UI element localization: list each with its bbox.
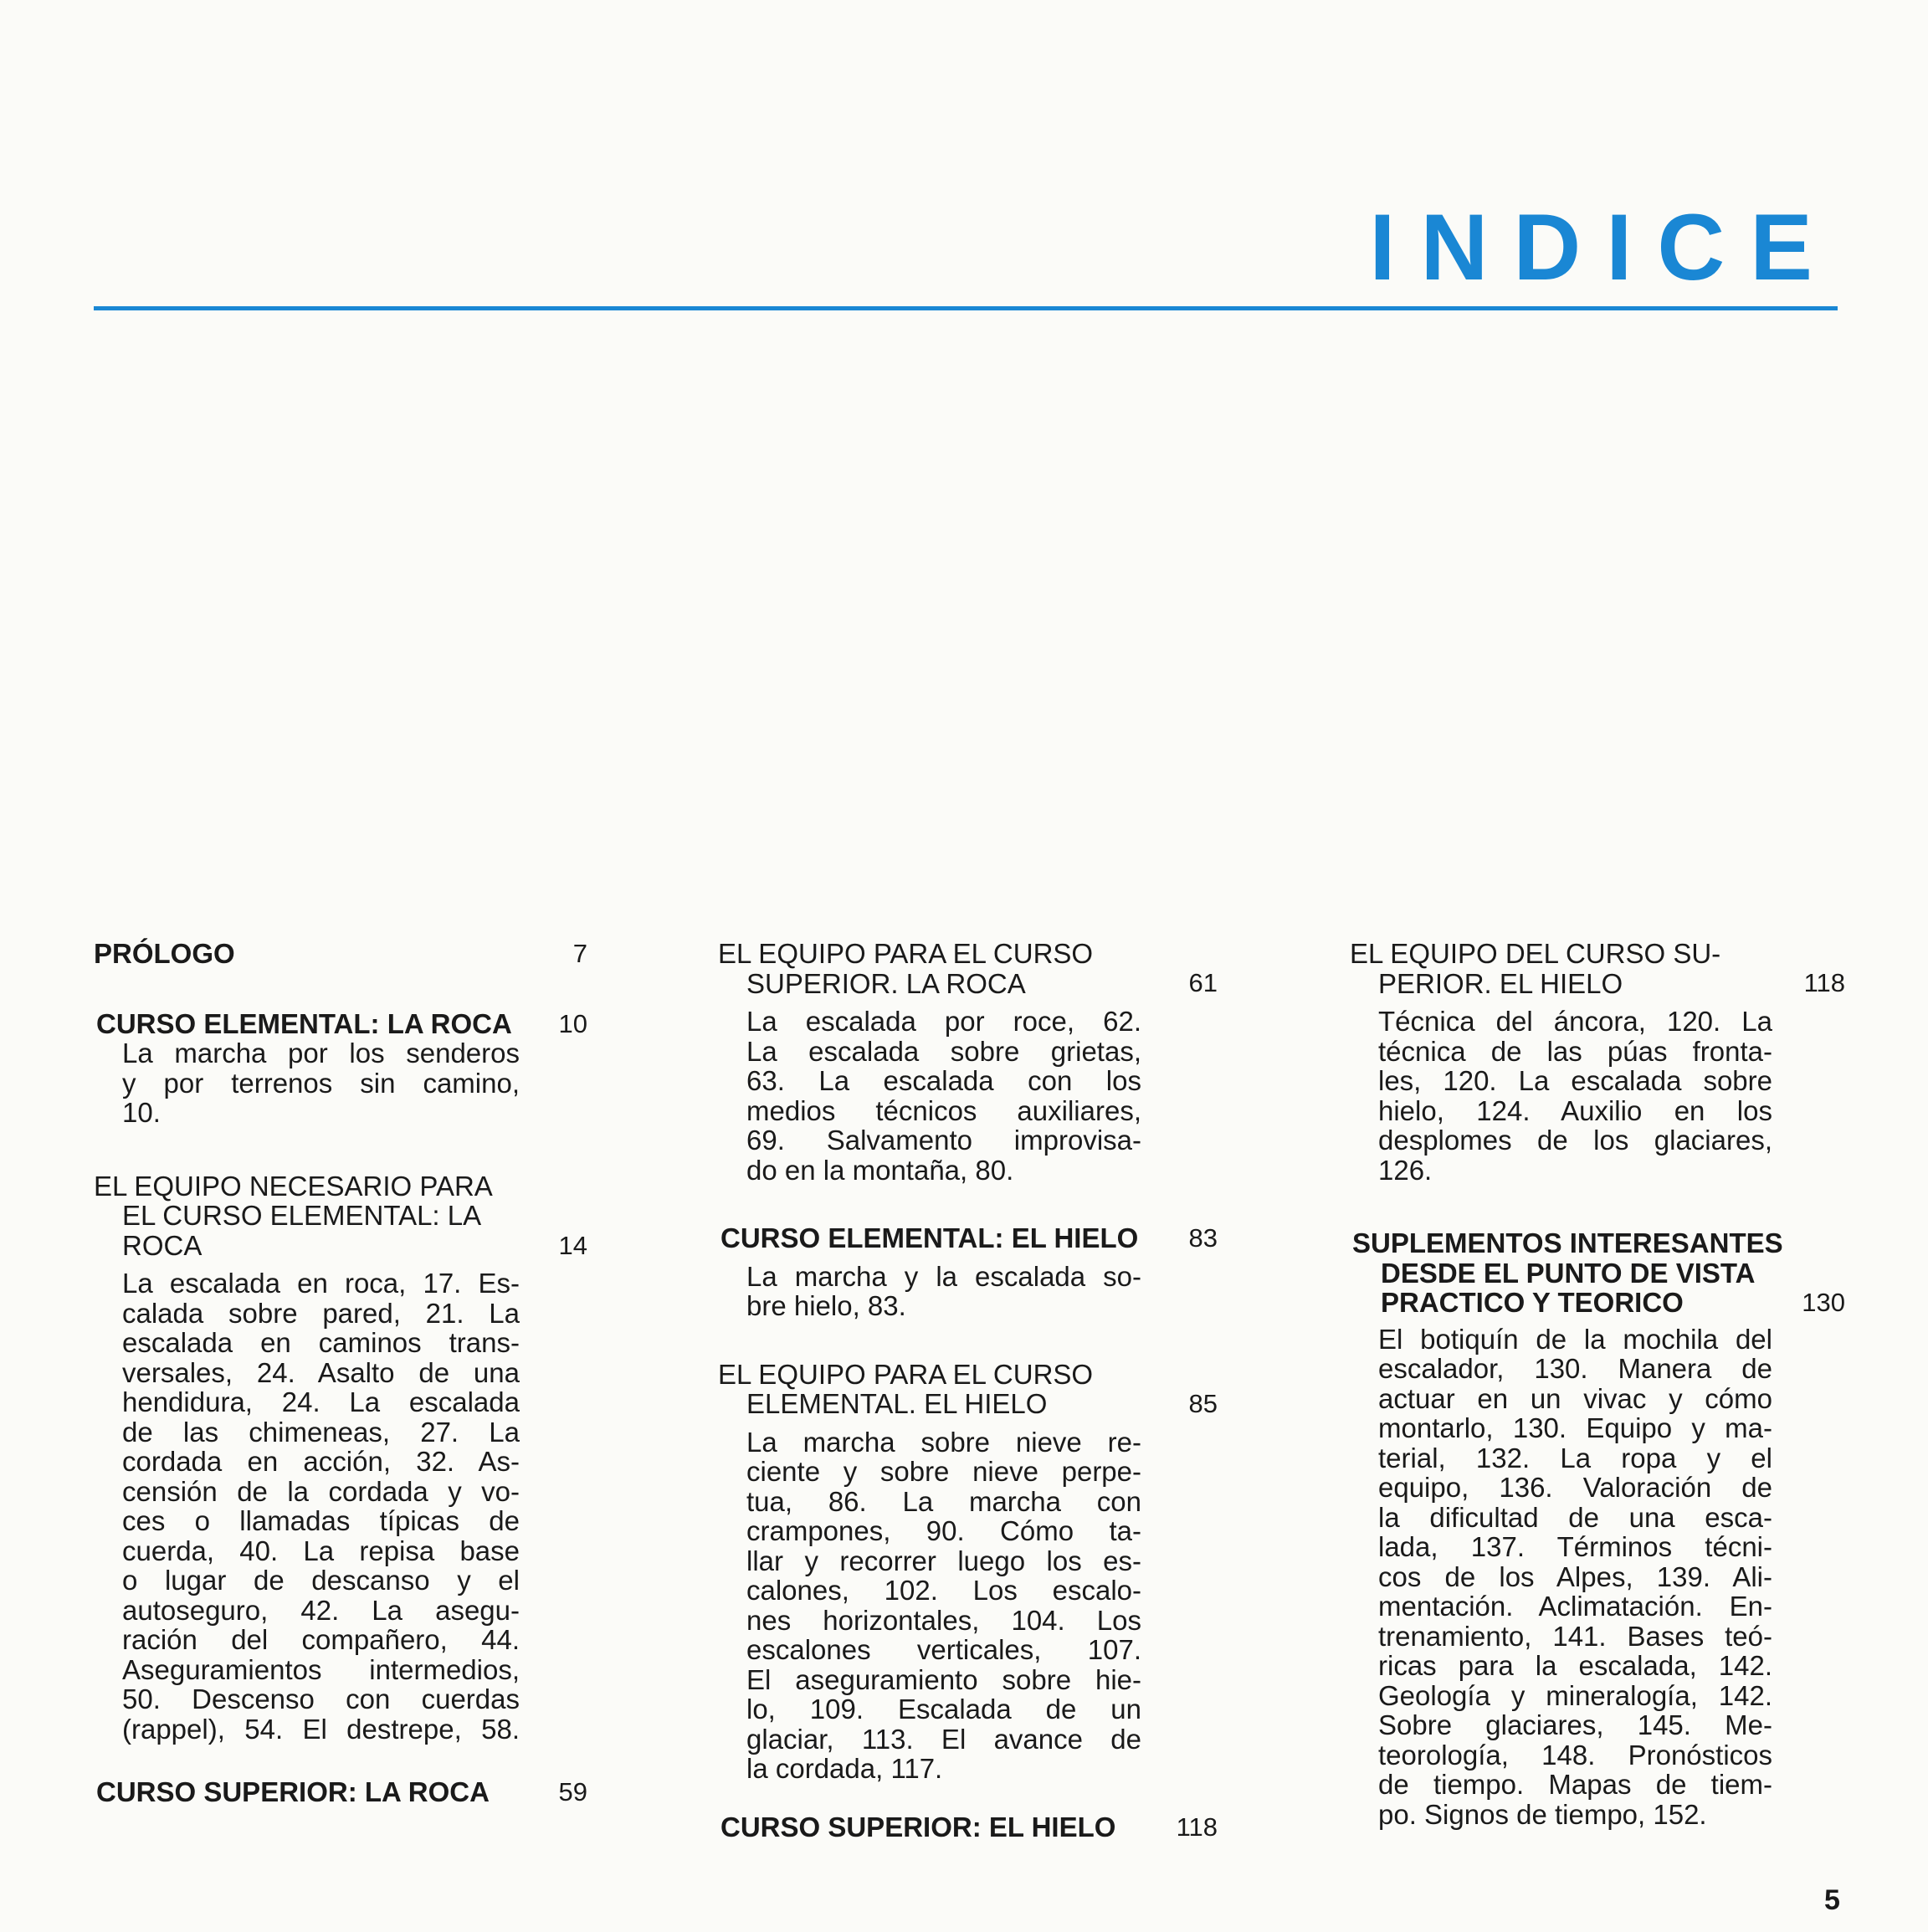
entry-title-line: EL EQUIPO DEL CURSO SU- — [1350, 938, 1721, 969]
toc-entry-prologo — [94, 939, 587, 969]
toc-entry-equipo-elemental-roca — [94, 1171, 587, 1745]
toc-entry-elemental-roca — [94, 1009, 587, 1128]
page-ref: 85 — [1188, 1388, 1218, 1418]
entry-title-line: SUPLEMENTOS INTERESANTES — [1352, 1227, 1783, 1258]
toc-column-1 — [94, 939, 587, 1807]
toc-entry-equipo-elemental-hielo — [718, 1360, 1218, 1784]
entry-description: La marcha y la escalada so- bre hielo, 83. — [746, 1260, 1141, 1321]
page-ref: 118 — [1176, 1812, 1218, 1842]
toc-entry-suplementos — [1350, 1228, 1845, 1829]
entry-title-line: PERIOR. EL HIELO — [1378, 967, 1623, 999]
entry-title-line: ROCA — [122, 1229, 203, 1261]
page-ref: 59 — [558, 1777, 587, 1806]
entry-description: La marcha por los senderos y por terrenos sin camino, 10. — [122, 1038, 520, 1128]
toc-entry-equipo-superior-hielo — [1350, 939, 1845, 1185]
title-rule — [94, 306, 1838, 310]
page-ref: 61 — [1188, 968, 1218, 997]
entry-title-line: ELEMENTAL. EL HIELO — [746, 1388, 1048, 1419]
entry-title: CURSO ELEMENTAL: LA ROCA — [96, 1007, 512, 1039]
toc-column-2 — [718, 939, 1218, 1842]
toc-entry-equipo-superior-roca — [718, 939, 1218, 1185]
entry-title: CURSO SUPERIOR: LA ROCA — [96, 1776, 490, 1807]
entry-description: La marcha sobre nieve re- ciente y sobre nieve perpe- tua, 86. La marcha con crampones, 90. Cómo ta- llar y recorrer luego los es- calones, 102. Los escalo- nes horizontales, 104. Los escalones verticales, 107. El aseguramiento sobre hie- lo, 109. Escalada de un glaciar, 113. El avance de la cordada, 117. — [746, 1426, 1141, 1784]
toc-entry-elemental-hielo — [718, 1223, 1218, 1321]
entry-title-line: PRACTICO Y TEORICO — [1381, 1287, 1684, 1318]
entry-title-line: DESDE EL PUNTO DE VISTA — [1381, 1257, 1756, 1289]
entry-title-line: EL EQUIPO NECESARIO PARA — [94, 1170, 493, 1202]
page-ref: 83 — [1188, 1223, 1218, 1253]
page-title: INDICE — [1369, 195, 1838, 300]
toc-entry-superior-roca — [94, 1777, 587, 1807]
toc-column-3 — [1350, 939, 1845, 1829]
entry-title: PRÓLOGO — [94, 938, 235, 969]
entry-title: CURSO SUPERIOR: EL HIELO — [720, 1811, 1116, 1842]
entry-title-line: SUPERIOR. LA ROCA — [746, 967, 1026, 999]
entry-description: El botiquín de la mochila del escalador, 130. Manera de actuar en un vivac y cómo montarlo, 130. Equipo y ma- terial, 132. La ropa y el equipo, 136. Valoración de la dificultad de una esca- lada, 137. Términos técni- cos de los Alpes, 139. Ali- mentación. Aclimatación. En- trenamiento, 141. Bases teó- ricas para la escalada, 142. Geología y mineralogía, 142. Sobre glaciares, 145. Me- teorología, 148. Pronósticos de tiempo. Mapas de tiem- po. Signos de tiempo, 152. — [1378, 1323, 1772, 1830]
entry-title-line: EL EQUIPO PARA EL CURSO — [718, 938, 1094, 969]
page-ref: 10 — [558, 1008, 587, 1038]
entry-description: La escalada por roce, 62. La escalada sobre grietas, 63. La escalada con los medios técnicos auxiliares, 69. Salvamento improvisa- do en la montaña, 80. — [746, 1006, 1141, 1186]
page-number: 5 — [1824, 1884, 1840, 1916]
entry-description: Técnica del áncora, 120. La técnica de las púas fronta- les, 120. La escalada sobre hielo, 124. Auxilio en los desplomes de los glaciares, 126. — [1378, 1006, 1772, 1186]
toc-entry-superior-hielo — [718, 1812, 1218, 1842]
page-ref: 118 — [1803, 968, 1845, 997]
entry-title-line: EL EQUIPO PARA EL CURSO — [718, 1358, 1094, 1390]
entry-title-line: EL CURSO ELEMENTAL: LA — [122, 1200, 482, 1231]
entry-title: CURSO ELEMENTAL: EL HIELO — [720, 1222, 1139, 1253]
page-ref: 130 — [1802, 1288, 1845, 1317]
entry-description: La escalada en roca, 17. Es- calada sobre pared, 21. La escalada en caminos trans- versales, 24. Asalto de una hendidura, 24. La escalada de las chimeneas, 27. La cordada en acción, 32. As- censión de la cordada y vo- ces o llamadas típicas de cuerda, 40. La repisa base o lugar de descanso y el autoseguro, 42. La asegu- ración del compañero, 44. Aseguramientos intermedios, 50. Descenso con cuerdas (rappel), 54. El destrepe, 58. — [122, 1268, 520, 1745]
page-ref: 14 — [558, 1230, 587, 1260]
page-ref: 7 — [572, 939, 587, 968]
